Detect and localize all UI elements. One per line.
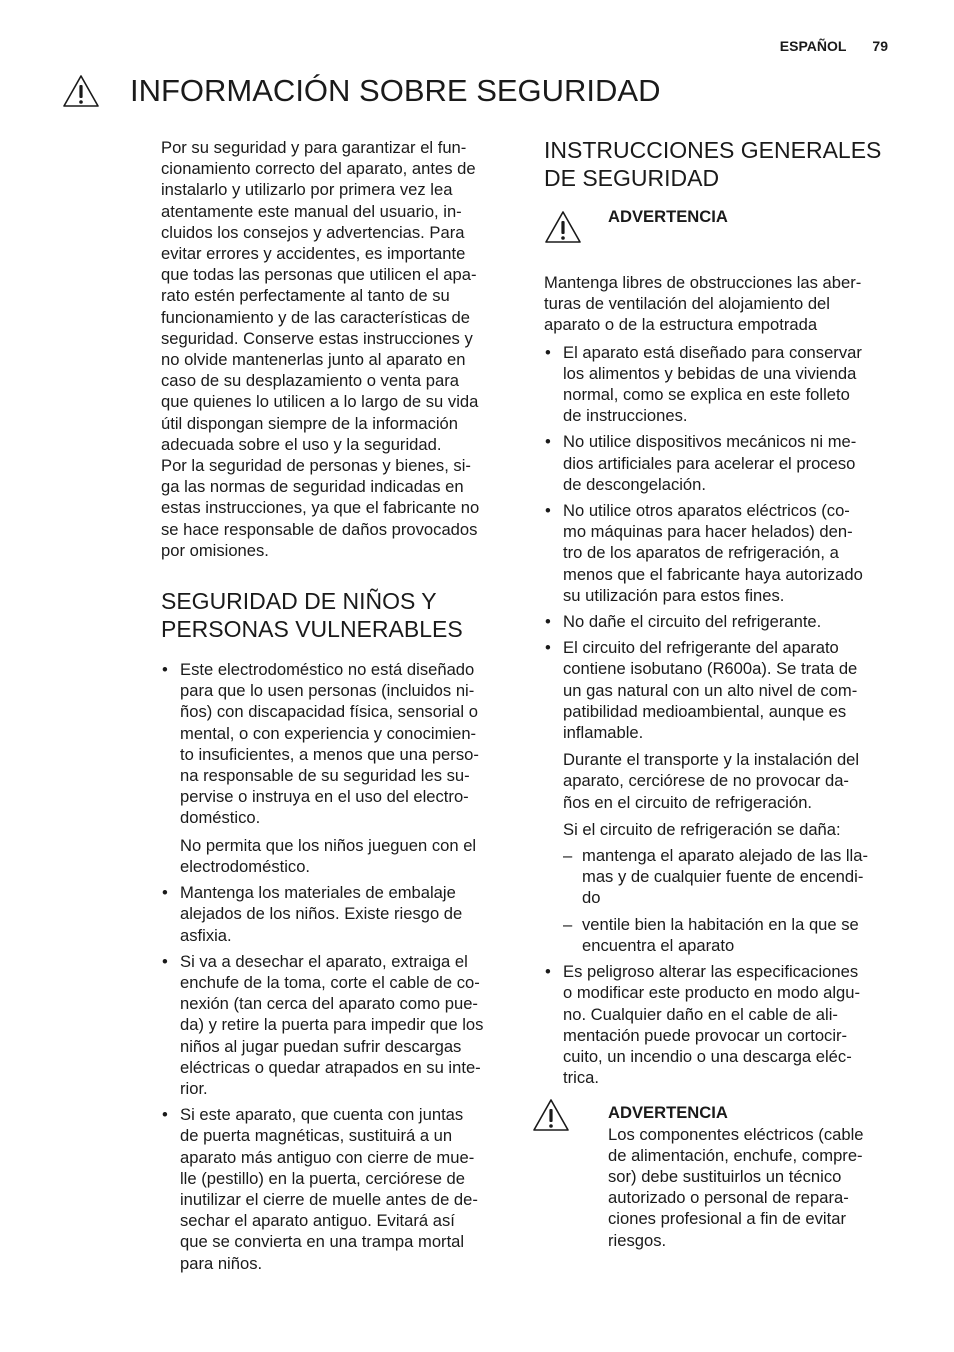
section-title-children (161, 587, 511, 643)
bullet-icon: • (162, 951, 168, 971)
bullet-icon: • (162, 1105, 168, 1125)
dash-list (563, 845, 894, 956)
text-line: trica. (563, 1068, 599, 1088)
text-line: mentación puede provocar un cortocir- (563, 1025, 848, 1045)
text-line: para niños. (180, 1253, 263, 1273)
text-line: Mantenga libres de obstrucciones las aber- (544, 273, 862, 292)
text-line: asfixia. (180, 925, 232, 945)
text-line: electrodoméstico. (180, 856, 311, 876)
text-line: evitar errores y accidentes, es importante (161, 244, 466, 264)
text-line: cuito, un incendio o una descarga eléc- (563, 1046, 852, 1066)
text-line: patibilidad medioambiental, aunque es (563, 701, 847, 721)
intro-paragraph (161, 137, 511, 561)
dash-icon: – (563, 914, 573, 934)
text-line: pervise o instruya en el uso del electro- (180, 787, 469, 807)
list-item-text (563, 611, 894, 632)
list-item-text (180, 951, 511, 1099)
title-row (62, 66, 661, 116)
warning-title: ADVERTENCIA (608, 1103, 728, 1123)
text-line: Mantenga los materiales de embalaje (180, 883, 456, 903)
text-line: No permita que los niños jueguen con el (180, 835, 477, 855)
text-line: cluidos los consejos y advertencias. Para (161, 222, 465, 242)
text-line: eléctricas o quedar atrapados en su inte- (180, 1057, 481, 1077)
text-line: mo máquinas para hacer helados) den- (563, 522, 853, 542)
text-line: inutilizar el cierre de muelle antes de de- (180, 1189, 478, 1209)
bullet-icon: • (545, 432, 551, 452)
text-line: normal, como se explica en este folleto (563, 385, 850, 405)
text-line: seguridad. Conserve estas instrucciones y (161, 328, 473, 348)
bullet-icon: • (162, 660, 168, 680)
list-item (544, 637, 894, 956)
warning-icon (62, 74, 100, 108)
text-line: na responsable de su seguridad les su- (180, 766, 470, 786)
text-line: sor) debe sustituirlos un técnico (608, 1166, 842, 1186)
text-line: turas de ventilación del alojamiento del (544, 294, 830, 314)
text-line: los alimentos y bebidas de una vivienda (563, 363, 857, 383)
bullet-icon: • (545, 638, 551, 658)
text-line: de descongelación. (563, 474, 706, 494)
text-line: Es peligroso alterar las especificaciones (563, 962, 859, 982)
text-line: útil dispongan siempre de la información (161, 413, 459, 433)
warning-body (608, 1102, 894, 1250)
list-item-text (180, 882, 511, 946)
text-line: No dañe el circuito del refrigerante. (563, 612, 822, 632)
bullet-icon: • (545, 612, 551, 632)
text-line: Por su seguridad y para garantizar el fun- (161, 138, 467, 157)
text-line: de puerta magnéticas, sustituirá a un (180, 1126, 453, 1146)
text-line: ga las normas de seguridad indicadas en (161, 477, 464, 497)
text-line: mental, o con experiencia y conocimien- (180, 723, 477, 743)
list-item-text (563, 342, 894, 427)
text-line: Durante el transporte y la instalación del (563, 750, 860, 770)
text-line: instalarlo y utilizarlo por primera vez lea (161, 180, 453, 200)
text-line: por omisiones. (161, 540, 269, 560)
text-line: aparato más antiguo con cierre de mue- (180, 1147, 475, 1167)
text-line: de instrucciones. (563, 406, 688, 426)
page-number: 79 (872, 38, 888, 54)
text-line: encuentra el aparato (582, 935, 735, 955)
heading-line: PERSONAS VULNERABLES (161, 616, 463, 643)
text-line: de alimentación, enchufe, compre- (608, 1145, 863, 1165)
text-line: su utilización para estos fines. (563, 585, 785, 605)
warning-block-1 (544, 206, 894, 252)
text-line: do (582, 888, 601, 908)
text-line: to insuficientes, a menos que una perso- (180, 744, 479, 764)
text-line: menos que el fabricante haya autorizado (563, 564, 863, 584)
text-line: doméstico. (180, 808, 261, 828)
text-line: cionamiento correcto del aparato, antes de (161, 159, 476, 179)
text-line: no olvide mantenerlas junto al aparato en (161, 350, 466, 370)
text-line: inflamable. (563, 723, 644, 743)
text-line: ños) con discapacidad física, sensorial o (180, 702, 478, 722)
text-line: ventile bien la habitación en la que se (582, 914, 859, 934)
text-line: El circuito del refrigerante del aparato (563, 638, 839, 658)
list-item (544, 611, 894, 632)
text-line: caso de su desplazamiento o venta para (161, 371, 459, 391)
list-item-note (563, 819, 894, 840)
dash-item-text (582, 845, 894, 909)
text-line: El aparato está diseñado para conservar (563, 342, 862, 362)
left-column (161, 137, 511, 1279)
dash-icon: – (563, 846, 573, 866)
text-line: un gas natural con un alto nivel de com- (563, 680, 858, 700)
text-line: rior. (180, 1078, 208, 1098)
header-language: ESPAÑOL (779, 38, 847, 54)
list-item (161, 659, 511, 877)
list-item-note (180, 835, 511, 877)
warning-title: ADVERTENCIA (608, 207, 728, 226)
list-item (544, 342, 894, 427)
list-item-text (563, 431, 894, 495)
text-line: atentamente este manual del usuario, in- (161, 201, 462, 221)
list-item-text (180, 659, 511, 829)
text-line: alejados de los niños. Existe riesgo de (180, 904, 463, 924)
text-line: dios artificiales para acelerar el proceso (563, 453, 856, 473)
text-line: No utilice otros aparatos eléctricos (co- (563, 501, 850, 521)
warning-block-2 (544, 1102, 894, 1250)
bullet-icon: • (162, 883, 168, 903)
list-item-text (180, 1104, 511, 1274)
page-header (780, 38, 888, 54)
text-line: Este electrodoméstico no está diseñado (180, 660, 475, 680)
text-line: Si el circuito de refrigeración se daña: (563, 819, 841, 839)
text-line: ciones profesional a fin de evitar (608, 1209, 846, 1229)
page-title: INFORMACIÓN SOBRE SEGURIDAD (130, 73, 661, 108)
bullet-icon: • (545, 342, 551, 362)
text-line: ños en el circuito de refrigeración. (563, 792, 813, 812)
dash-item-text (582, 914, 894, 956)
right-column (544, 136, 894, 1251)
text-line: aparato, cerciórese de no provocar da- (563, 771, 849, 791)
text-line: tro de los aparatos de refrigeración, a (563, 543, 839, 563)
text-line: Si va a desechar el aparato, extraiga el (180, 951, 468, 971)
heading-line: DE SEGURIDAD (544, 165, 720, 191)
list-item (161, 951, 511, 1099)
text-line: autorizado o personal de repara- (608, 1188, 849, 1208)
text-line: aparato o de la estructura empotrada (544, 315, 818, 335)
list-item-text (563, 637, 894, 743)
text-line: Por la seguridad de personas y bienes, si- (161, 456, 471, 476)
bullet-icon: • (545, 501, 551, 521)
text-line: estas instrucciones, ya que el fabricante no (161, 498, 480, 518)
list-item (161, 882, 511, 946)
text-line: para que lo usen personas (incluidos ni- (180, 681, 475, 701)
list-item (544, 500, 894, 606)
bullet-icon: • (545, 962, 551, 982)
children-safety-list (161, 659, 511, 1274)
text-line: nexión (tan cerca del aparato como pue- (180, 994, 478, 1014)
list-item-text (563, 500, 894, 606)
text-line: da) y retire la puerta para impedir que los (180, 1015, 484, 1035)
heading-line: INSTRUCCIONES GENERALES (544, 137, 882, 163)
text-line: rato estén perfectamente al tanto de su (161, 286, 450, 306)
general-safety-list (544, 342, 894, 1089)
warning-icon (544, 210, 582, 244)
text-line: riesgos. (608, 1230, 667, 1250)
list-item-note (563, 749, 894, 813)
text-line: no. Cualquier daño en el cable de ali- (563, 1004, 838, 1024)
text-line: se hace responsable de daños provocados (161, 519, 478, 539)
text-line: adecuada sobre el uso y la seguridad. (161, 434, 442, 454)
dash-list-item (563, 845, 894, 909)
text-line: mantenga el aparato alejado de las lla- (582, 846, 868, 866)
dash-list-item (563, 914, 894, 956)
list-item (544, 961, 894, 1088)
list-item-text (563, 961, 894, 1088)
text-line: que quienes lo utilicen a lo largo de su vida (161, 392, 479, 412)
text-line: que se convierta en una trampa mortal (180, 1232, 465, 1252)
text-line: Los componentes eléctricos (cable (608, 1124, 864, 1144)
text-line: Si este aparato, que cuenta con juntas (180, 1105, 464, 1125)
text-line: enchufe de la toma, corte el cable de co- (180, 972, 480, 992)
heading-line: SEGURIDAD DE NIÑOS Y (161, 588, 437, 615)
ventilation-paragraph (544, 272, 894, 336)
text-line: sechar el aparato antiguo. Evitará así (180, 1211, 455, 1231)
section-title-general (544, 136, 894, 192)
warning-icon (532, 1098, 570, 1132)
text-line: contiene isobutano (R600a). Se trata de (563, 659, 858, 679)
text-line: No utilice dispositivos mecánicos ni me- (563, 432, 857, 452)
list-item (161, 1104, 511, 1274)
text-line: funcionamiento y de las características de (161, 307, 470, 327)
text-line: mas y de cualquier fuente de encendi- (582, 867, 864, 887)
text-line: o modificar este producto en modo algu- (563, 983, 861, 1003)
text-line: lle (pestillo) en la puerta, cerciórese de (180, 1168, 466, 1188)
list-item (544, 431, 894, 495)
text-line: niños al jugar puedan sufrir descargas (180, 1036, 462, 1056)
text-line: que todas las personas que utilicen el apa- (161, 265, 477, 285)
